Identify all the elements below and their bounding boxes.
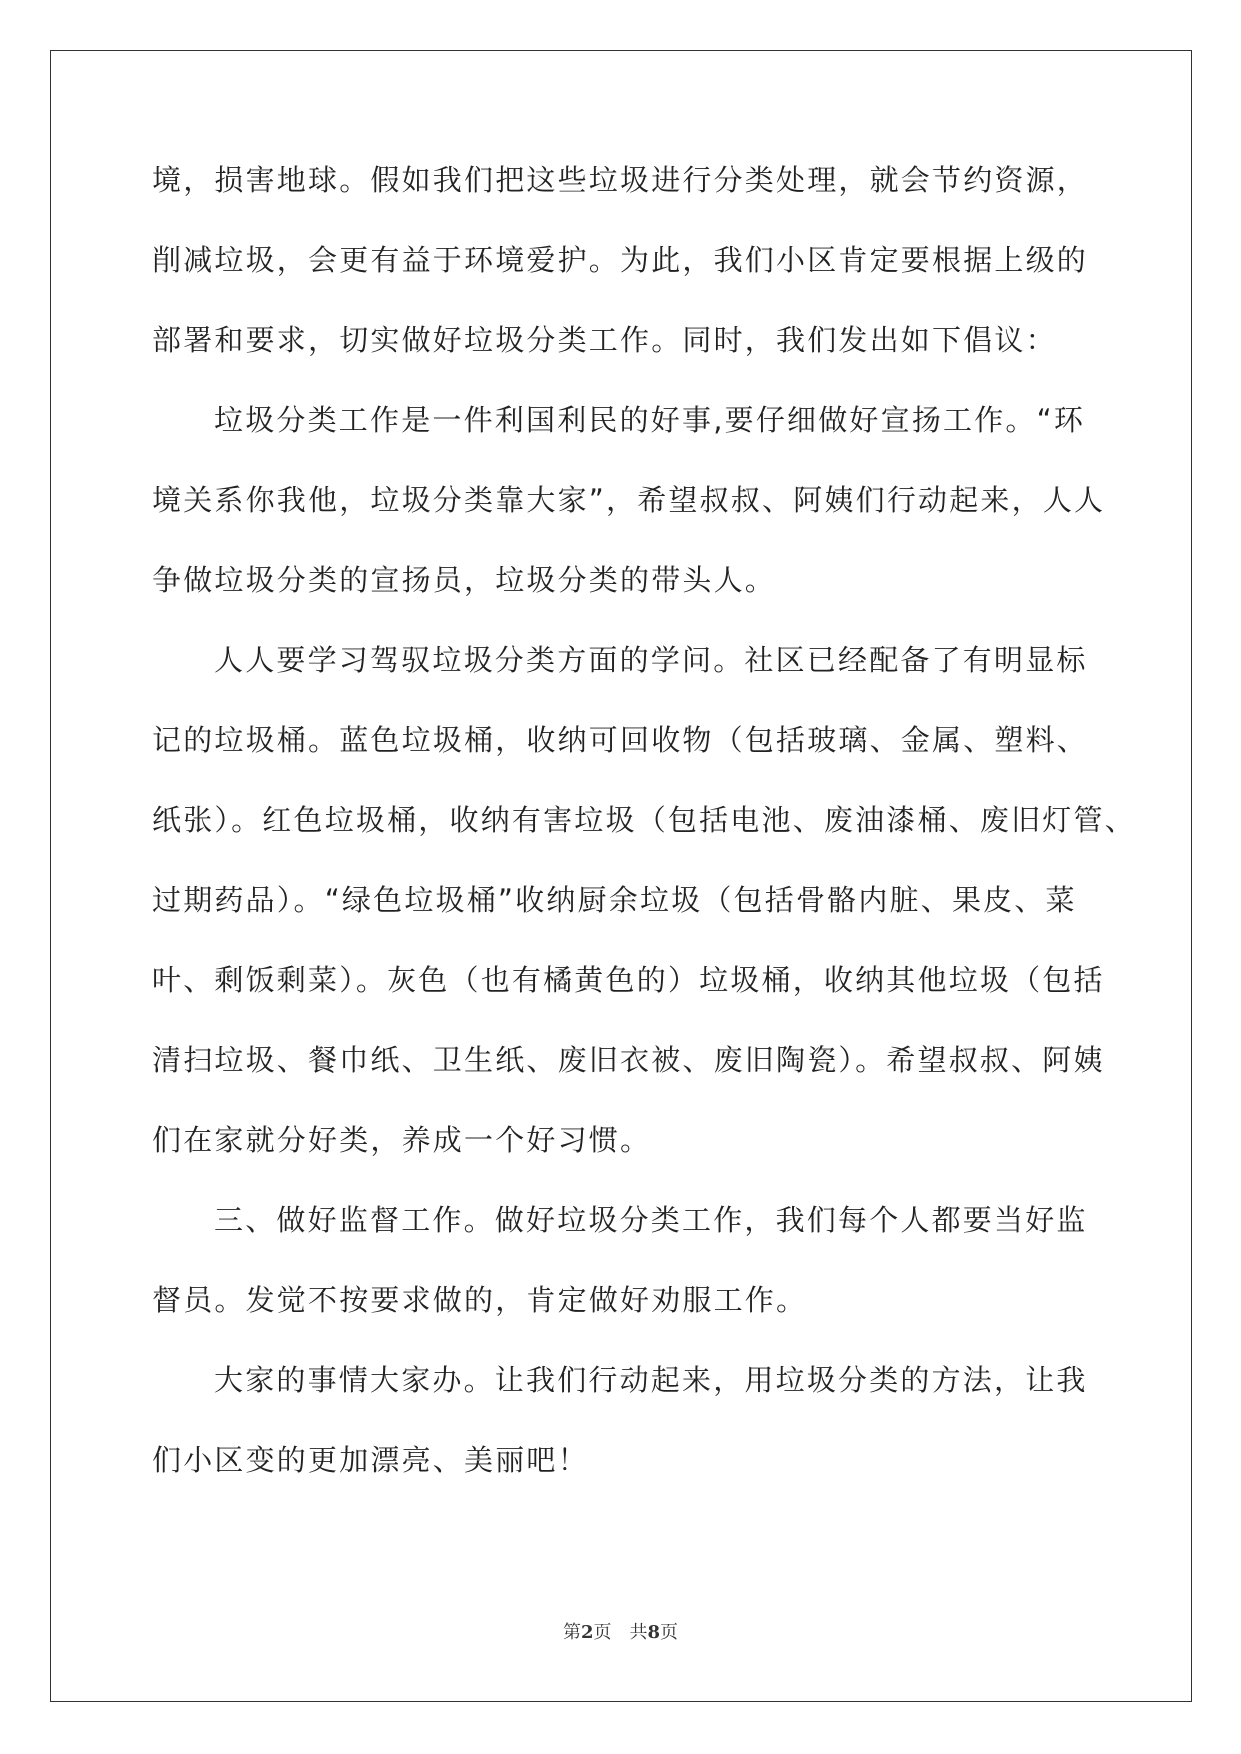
document-body (152, 160, 1136, 1520)
text-line: 记的垃圾桶。蓝色垃圾桶，收纳可回收物（包括玻璃、金属、塑料、 (152, 723, 1089, 757)
current-page-number: 2 (580, 1622, 594, 1643)
text-line: 清扫垃圾、餐巾纸、卫生纸、废旧衣被、废旧陶瓷）。希望叔叔、阿姨 (152, 1043, 1105, 1077)
text-line: 境，损害地球。假如我们把这些垃圾进行分类处理，就会节约资源， (152, 163, 1089, 197)
text-line: 们在家就分好类，养成一个好习惯。 (152, 1123, 652, 1157)
text-line: 三、做好监督工作。做好垃圾分类工作，我们每个人都要当好监 (214, 1203, 1088, 1237)
text-line: 削减垃圾，会更有益于环境爱护。为此，我们小区肯定要根据上级的 (152, 243, 1089, 277)
text-line: 督员。发觉不按要求做的，肯定做好劝服工作。 (152, 1283, 808, 1317)
text-line: 纸张）。红色垃圾桶，收纳有害垃圾（包括电池、废油漆桶、废旧灯管、 (152, 803, 1136, 837)
text-line: 部署和要求，切实做好垃圾分类工作。同时，我们发出如下倡议： (152, 323, 1057, 357)
text-line: 垃圾分类工作是一件利国利民的好事,要仔细做好宣扬工作。“环 (214, 403, 1086, 437)
text-line: 境关系你我他，垃圾分类靠大家”，希望叔叔、阿姨们行动起来，人人 (152, 483, 1106, 517)
paragraph-1 (152, 160, 1092, 400)
page-footer (0, 1618, 1241, 1644)
page-suffix: 页 (660, 1622, 679, 1643)
page-mid: 页 共 (593, 1622, 648, 1643)
text-line: 大家的事情大家办。让我们行动起来，用垃圾分类的方法，让我 (214, 1363, 1088, 1397)
paragraph-4 (152, 1200, 1092, 1360)
text-line: 争做垃圾分类的宣扬员，垃圾分类的带头人。 (152, 563, 777, 597)
paragraph-2 (152, 400, 1106, 640)
text-line: 过期药品）。“绿色垃圾桶”收纳厨余垃圾（包括骨骼内脏、果皮、菜 (152, 883, 1077, 917)
paragraph-5 (152, 1360, 1092, 1520)
total-pages-number: 8 (647, 1622, 661, 1643)
text-line: 们小区变的更加漂亮、美丽吧！ (152, 1443, 589, 1477)
page-prefix: 第 (562, 1622, 581, 1643)
paragraph-3 (152, 640, 1136, 1200)
text-line: 人人要学习驾驭垃圾分类方面的学问。社区已经配备了有明显标 (214, 643, 1088, 677)
text-line: 叶、剩饭剩菜）。灰色（也有橘黄色的）垃圾桶，收纳其他垃圾（包括 (152, 963, 1105, 997)
